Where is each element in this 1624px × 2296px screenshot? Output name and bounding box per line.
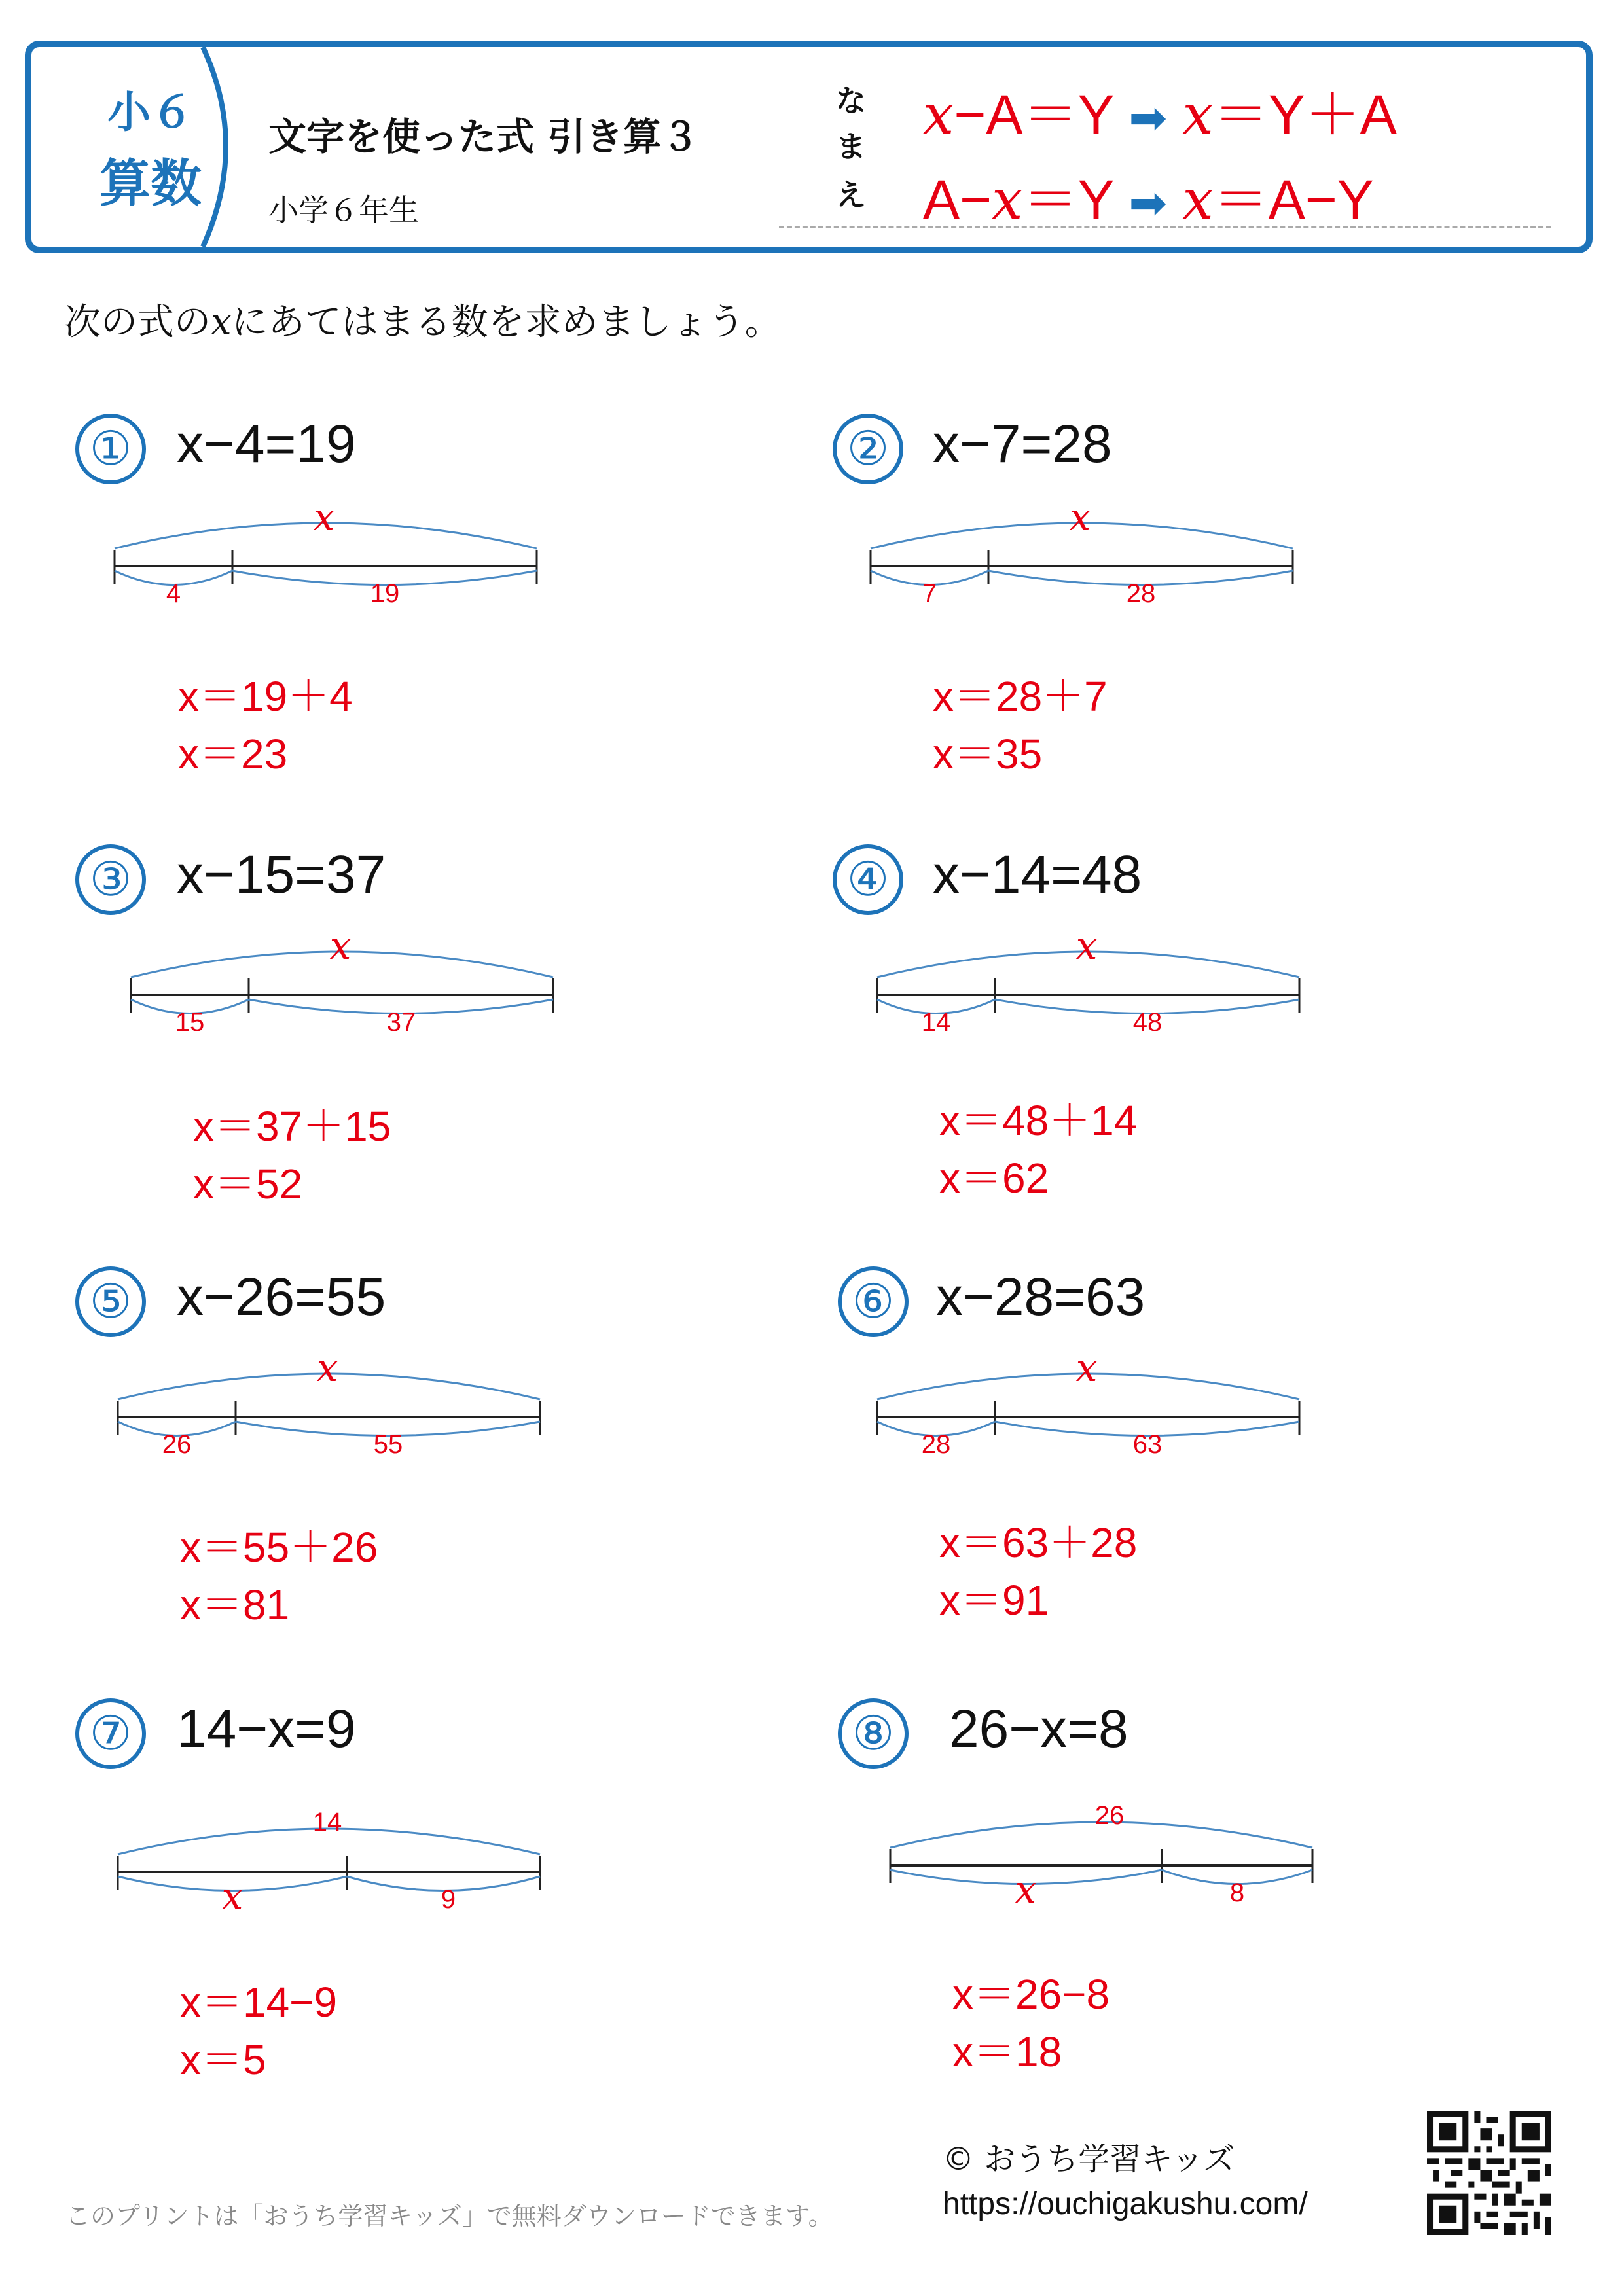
subject-label: 算数 bbox=[99, 154, 202, 213]
part-label: 4 bbox=[166, 579, 181, 608]
problem-equation-5: x−26=55 bbox=[177, 1267, 386, 1327]
problem-number-4: ④ bbox=[833, 844, 903, 915]
total-label: x bbox=[1075, 924, 1098, 968]
part-label: 55 bbox=[373, 1430, 403, 1459]
answer-line-8a: x＝26−8 bbox=[952, 1971, 1110, 2018]
part-label: 63 bbox=[1132, 1430, 1163, 1459]
problem-equation-4: x−14=48 bbox=[933, 845, 1142, 905]
total-label: 26 bbox=[1094, 1801, 1125, 1830]
problem-equation-6: x−28=63 bbox=[936, 1267, 1146, 1327]
answer-line-6a: x＝63＋28 bbox=[939, 1519, 1138, 1566]
arrow-icon: ➡ bbox=[1128, 177, 1167, 228]
part-label: 15 bbox=[175, 1008, 205, 1037]
part-label: 9 bbox=[441, 1885, 456, 1914]
qr-code-icon bbox=[1427, 2111, 1551, 2235]
answer-line-2b: x＝35 bbox=[933, 730, 1043, 778]
total-label: x bbox=[329, 924, 352, 968]
problem-number-3: ③ bbox=[75, 844, 146, 915]
answer-line-5a: x＝55＋26 bbox=[180, 1524, 378, 1571]
rule-1: x−A＝Y ➡ x＝Y＋A bbox=[923, 82, 1397, 147]
part-label: 28 bbox=[921, 1430, 951, 1459]
problem-number-6: ⑥ bbox=[838, 1266, 909, 1337]
total-label: x bbox=[1075, 1346, 1098, 1390]
answer-line-4b: x＝62 bbox=[939, 1155, 1049, 1202]
copyright: © おうち学習キッズ bbox=[943, 2141, 1235, 2178]
answer-line-1a: x＝19＋4 bbox=[178, 673, 353, 720]
tape-diagram-2 bbox=[867, 495, 1299, 622]
problem-equation-1: x−4=19 bbox=[177, 414, 356, 474]
problem-equation-3: x−15=37 bbox=[177, 845, 386, 905]
problem-number-2: ② bbox=[833, 414, 903, 484]
answer-line-3a: x＝37＋15 bbox=[193, 1103, 391, 1150]
instruction: 次の式のxにあてはまる数を求めましょう。 bbox=[64, 301, 782, 344]
problem-equation-2: x−7=28 bbox=[933, 414, 1112, 474]
problem-number-5: ⑤ bbox=[75, 1266, 146, 1337]
total-label: x bbox=[316, 1346, 338, 1390]
tape-diagram-5 bbox=[115, 1346, 547, 1473]
answer-line-8b: x＝18 bbox=[952, 2028, 1062, 2075]
page-subtitle: 小学６年生 bbox=[268, 192, 419, 228]
problem-equation-7: 14−x=9 bbox=[177, 1699, 356, 1759]
tape-diagram-6 bbox=[874, 1346, 1306, 1473]
site-url[interactable]: https://ouchigakushu.com/ bbox=[943, 2187, 1308, 2221]
part-label: 19 bbox=[370, 579, 400, 608]
problem-number-1: ① bbox=[75, 414, 146, 484]
tape-diagram-3 bbox=[128, 924, 560, 1050]
tape-diagram-8 bbox=[887, 1803, 1319, 1921]
problem-equation-8: 26−x=8 bbox=[949, 1699, 1128, 1759]
answer-line-4a: x＝48＋14 bbox=[939, 1097, 1138, 1144]
tape-diagram-1 bbox=[111, 495, 543, 622]
arrow-icon: ➡ bbox=[1128, 92, 1167, 143]
rule-2: A−x＝Y ➡ x＝A−Y bbox=[923, 168, 1374, 232]
answer-line-1b: x＝23 bbox=[178, 730, 288, 778]
name-line bbox=[779, 226, 1551, 228]
grade-label: 小６ bbox=[107, 87, 194, 137]
part-label: 28 bbox=[1126, 579, 1156, 608]
total-label: x bbox=[1069, 495, 1091, 539]
answer-line-7b: x＝5 bbox=[180, 2036, 266, 2083]
problem-number-7: ⑦ bbox=[75, 1698, 146, 1769]
answer-line-5b: x＝81 bbox=[180, 1581, 290, 1628]
part-label: 8 bbox=[1229, 1878, 1245, 1907]
tape-diagram-4 bbox=[874, 924, 1306, 1050]
part-label: 26 bbox=[162, 1430, 192, 1459]
answer-line-6b: x＝91 bbox=[939, 1577, 1049, 1624]
name-label-char-1: な bbox=[836, 83, 866, 118]
part-label: x bbox=[221, 1874, 244, 1918]
part-label: 37 bbox=[386, 1008, 416, 1037]
name-label-char-3: え bbox=[836, 177, 866, 213]
footer-note: このプリントは「おうち学習キッズ」で無料ダウンロードできます。 bbox=[65, 2202, 833, 2231]
part-label: 48 bbox=[1132, 1008, 1163, 1037]
part-label: x bbox=[1015, 1867, 1037, 1912]
problem-number-8: ⑧ bbox=[838, 1698, 909, 1769]
total-label: 14 bbox=[312, 1808, 342, 1837]
tape-diagram-7 bbox=[115, 1810, 547, 1928]
answer-line-7a: x＝14−9 bbox=[180, 1979, 338, 2026]
part-label: 7 bbox=[922, 579, 937, 608]
page-title: 文字を使った式 引き算３ bbox=[268, 115, 700, 159]
name-label-char-2: ま bbox=[836, 129, 866, 164]
total-label: x bbox=[313, 495, 335, 539]
answer-line-2a: x＝28＋7 bbox=[933, 673, 1108, 720]
part-label: 14 bbox=[921, 1008, 951, 1037]
answer-line-3b: x＝52 bbox=[193, 1160, 303, 1208]
